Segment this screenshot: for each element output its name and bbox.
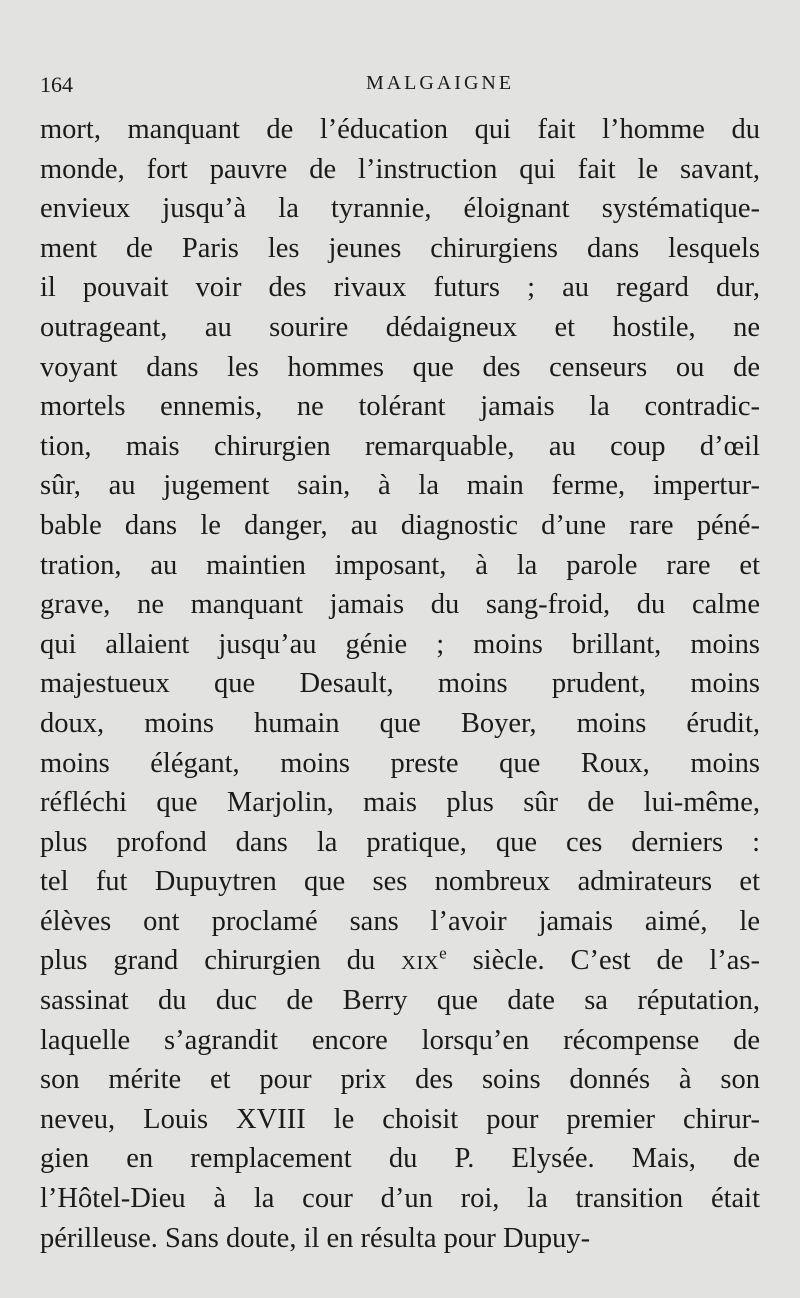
text-line-last: périlleuse. Sans doute, il en résulta pour Dupuy- — [40, 1222, 591, 1254]
text-line: laquelle s’agrandit encore lorsqu’en récompense de — [40, 1024, 760, 1056]
text-line: mortels ennemis, ne tolérant jamais la contradic- — [40, 391, 760, 423]
page-header — [40, 72, 760, 102]
text-line: outrageant, au sourire dédaigneux et hostile, ne — [40, 311, 760, 343]
text-line: mort, manquant de l’éducation qui fait l’homme du — [40, 114, 760, 145]
text-line: plus profond dans la pratique, que ces derniers : — [40, 826, 760, 858]
text-line: qui allaient jusqu’au génie ; moins brillant, moins — [40, 628, 760, 660]
body-text — [40, 110, 760, 1258]
text-line: neveu, Louis XVIII le choisit pour premier chirur- — [40, 1103, 760, 1135]
text-line: gien en remplacement du P. Elysée. Mais, de — [40, 1143, 760, 1175]
text-line: majestueux que Desault, moins prudent, moins — [40, 668, 760, 700]
text-line: élèves ont proclamé sans l’avoir jamais aimé, le — [40, 905, 760, 937]
text-line-century — [40, 941, 760, 981]
text-segment: siècle. C’est de l’as- — [446, 945, 760, 977]
text-line: moins élégant, moins preste que Roux, moins — [40, 747, 760, 779]
text-line: ment de Paris les jeunes chirurgiens dans lesquels — [40, 232, 760, 264]
text-line: l’Hôtel-Dieu à la cour d’un roi, la transition était — [40, 1183, 760, 1215]
text-line: tion, mais chirurgien remarquable, au coup d’œil — [40, 430, 760, 462]
text-segment: plus grand chirurgien du — [40, 945, 402, 977]
text-line: sûr, au jugement sain, à la main ferme, impertur- — [40, 470, 760, 502]
text-line: grave, ne manquant jamais du sang-froid, du calme — [40, 589, 760, 621]
text-line: voyant dans les hommes que des censeurs ou de — [40, 351, 760, 383]
text-line: tration, au maintien imposant, à la parole rare et — [40, 549, 760, 581]
text-line: envieux jusqu’à la tyrannie, éloignant systématique- — [40, 193, 760, 225]
page-number: 164 — [40, 72, 73, 97]
text-line: il pouvait voir des rivaux futurs ; au regard dur, — [40, 272, 760, 304]
running-title: MALGAIGNE — [365, 72, 515, 94]
text-line: son mérite et pour prix des soins donnés à son — [40, 1064, 760, 1096]
text-line: monde, fort pauvre de l’instruction qui fait le savant, — [40, 153, 760, 185]
century-numeral: XIX — [401, 952, 440, 975]
text-line: doux, moins humain que Boyer, moins érudit, — [40, 707, 760, 739]
text-line: sassinat du duc de Berry que date sa réputation, — [40, 985, 760, 1017]
superscript-e: e — [439, 943, 447, 963]
text-line: réfléchi que Marjolin, mais plus sûr de lui-même, — [40, 787, 760, 819]
text-line: tel fut Dupuytren que ses nombreux admirateurs et — [40, 866, 760, 898]
text-line: bable dans le danger, au diagnostic d’une rare péné- — [40, 509, 760, 541]
